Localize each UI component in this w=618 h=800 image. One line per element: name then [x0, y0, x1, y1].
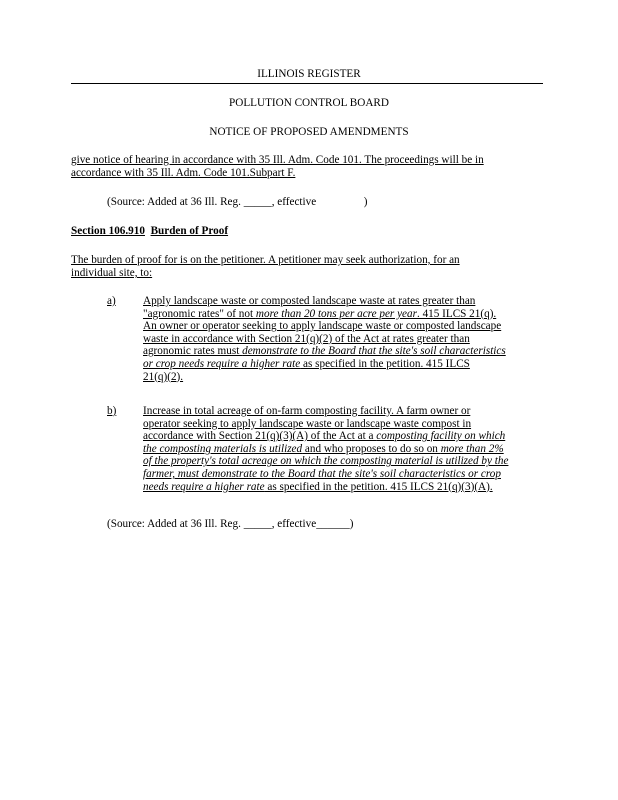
item-b-label: b) — [107, 405, 117, 417]
item-a-line-2: "agronomic rates" of not more than 20 tons per acre per year. 415 ILCS 21(q). — [143, 307, 497, 320]
notice-header: NOTICE OF PROPOSED AMENDMENTS — [209, 126, 409, 138]
section-title: Burden of Proof — [150, 225, 229, 237]
register-header: ILLINOIS REGISTER — [257, 68, 361, 80]
item-a-body — [143, 295, 506, 383]
source1-text-3: ) — [363, 196, 368, 208]
source2-text-2: , effective — [271, 518, 317, 530]
item-b-line-7: needs require a higher rate as specified in the petition. 415 ILCS 21(q)(3)(A). — [143, 480, 493, 493]
item-b-line-2: operator seeking to apply landscape waste or landscape waste compost in — [143, 417, 472, 430]
header-rule — [71, 83, 543, 84]
board-header: POLLUTION CONTROL BOARD — [229, 97, 389, 109]
item-a-line-5: agronomic rates must demonstrate to the Board that the site's soil characteristics — [143, 345, 506, 358]
item-a-line-7: 21(q)(2). — [143, 370, 184, 383]
intro-line-2: individual site, to: — [71, 267, 153, 279]
section-heading — [71, 225, 228, 237]
item-b-line-3: accordance with Section 21(q)(3)(A) of the Act at a composting facility on which — [143, 430, 506, 443]
source1-blank-2: ________ — [319, 196, 364, 208]
item-a-line-1: Apply landscape waste or composted landscape waste at rates greater than — [143, 295, 476, 307]
item-a-line-3: An owner or operator seeking to apply landscape waste or composted landscape — [143, 320, 502, 333]
continued-line-2: accordance with 35 Ill. Adm. Code 101.Subpart F. — [71, 167, 296, 179]
source1-blank-1: _____ — [243, 196, 272, 208]
item-b-line-5: of the property's total acreage on which the composting material is utilized by the — [143, 455, 509, 468]
item-b-body — [143, 405, 508, 493]
source2-text-3: ) — [349, 518, 354, 530]
section-number: Section 106.910 — [71, 225, 145, 237]
item-b-line-4: the composting materials is utilized and who proposes to do so on more than 2% — [143, 442, 504, 455]
source2-blank-2: ______ — [316, 518, 350, 530]
source1-text-2: , effective — [271, 196, 319, 208]
item-a-label: a) — [107, 295, 116, 307]
source-note-2 — [107, 518, 354, 530]
item-b-line-6: farmer, must demonstrate to the Board that the site's soil characteristics or crop — [143, 467, 501, 480]
intro-line-1: The burden of proof for is on the petitioner. A petitioner may seek authorization, for an — [71, 254, 460, 266]
continued-line-1: give notice of hearing in accordance with 35 Ill. Adm. Code 101. The proceedings will be in — [71, 154, 484, 166]
source-note-1 — [107, 196, 367, 208]
item-a-line-6: or crop needs require a higher rate as specified in the petition. 415 ILCS — [143, 357, 470, 370]
item-b-line-1: Increase in total acreage of on-farm composting facility. A farm owner or — [143, 405, 471, 417]
source2-blank-1: _____ — [243, 518, 272, 530]
item-a-line-4: waste in accordance with Section 21(q)(2) of the Act at rates greater than — [143, 332, 470, 345]
source1-text-1: (Source: Added at 36 Ill. Reg. — [107, 196, 244, 208]
source2-text-1: (Source: Added at 36 Ill. Reg. — [107, 518, 244, 530]
